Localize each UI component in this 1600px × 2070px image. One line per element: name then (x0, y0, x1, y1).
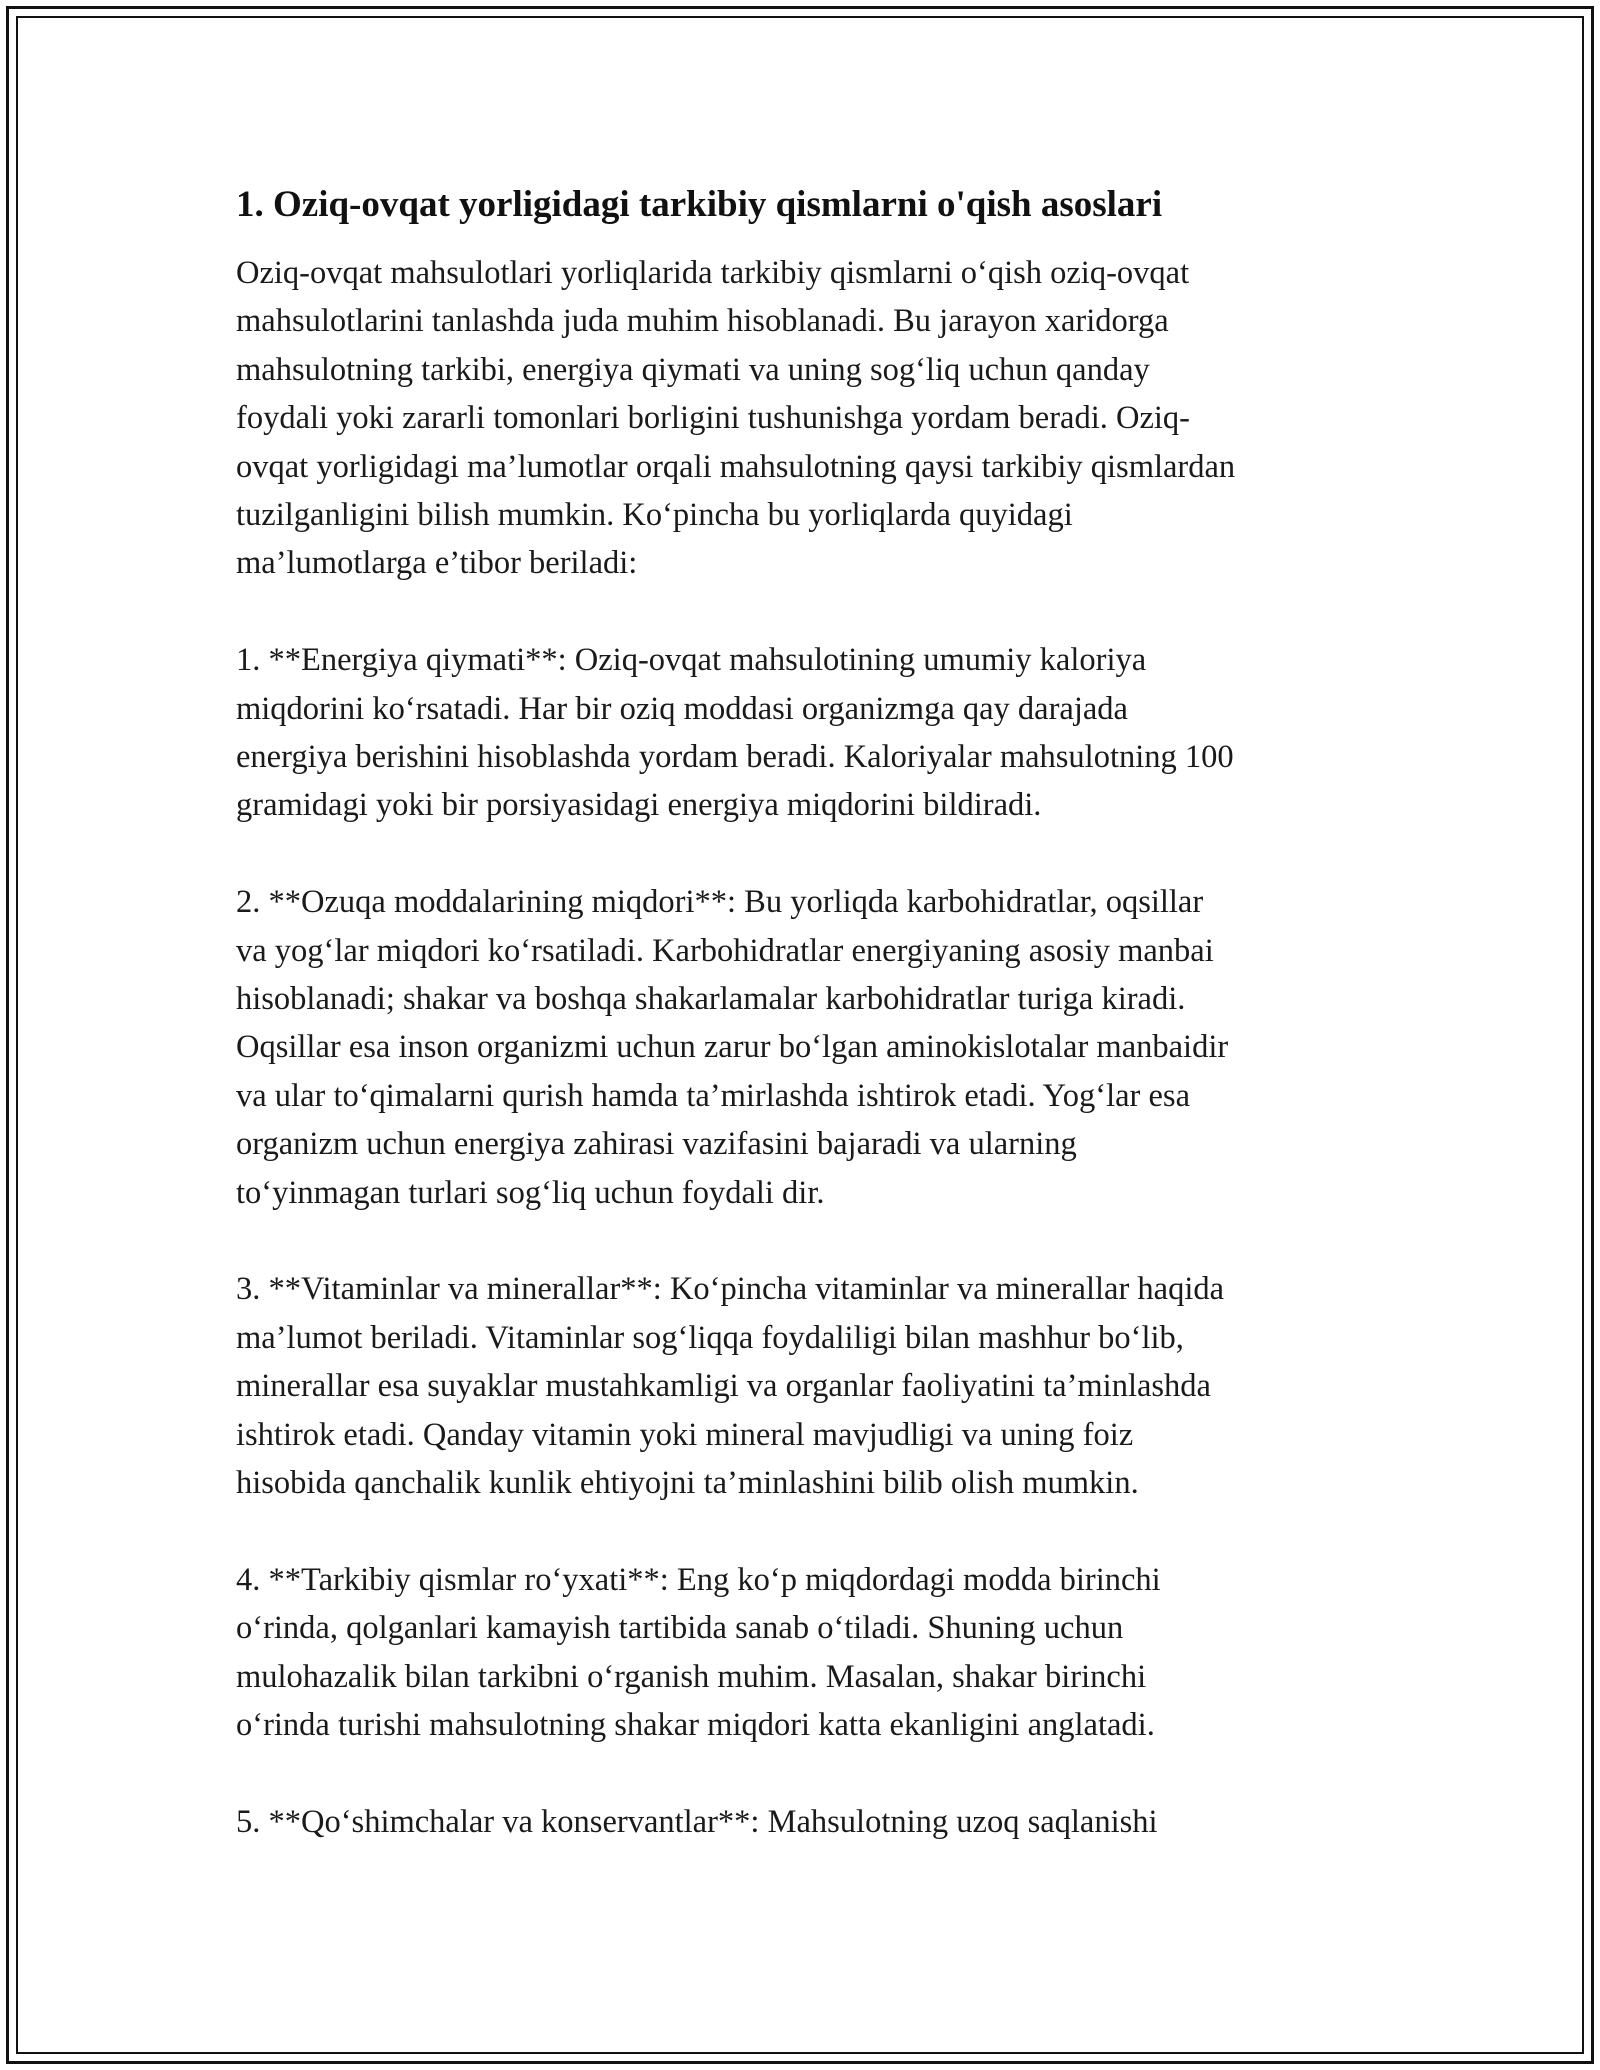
text-line: hisoblanadi; shakar va boshqa shakarlamalar karbohidratlar turiga kiradi. (236, 981, 1186, 1018)
text-line: va yog‘lar miqdori ko‘rsatiladi. Karbohidratlar energiyaning asosiy manbai (236, 932, 1214, 969)
text-line: miqdorini ko‘rsatadi. Har bir oziq moddasi organizmga qay darajada (236, 690, 1128, 727)
text-line: va ular to‘qimalarni qurish hamda ta’mirlashda ishtirok etadi. Yog‘lar esa (236, 1077, 1190, 1114)
text-line: mahsulotning tarkibi, energiya qiymati va uning sog‘liq uchun qanday (236, 351, 1150, 388)
text-line: o‘rinda turishi mahsulotning shakar miqdori katta ekanligini anglatadi. (236, 1707, 1155, 1744)
text-line: ma’lumotlarga e’tibor beriladi: (236, 545, 638, 582)
text-line: Oziq-ovqat mahsulotlari yorliqlarida tarkibiy qismlarni o‘qish oziq-ovqat (236, 255, 1190, 291)
text-line: minerallar esa suyaklar mustahkamligi va organlar faoliyatini ta’minlashda (236, 1368, 1211, 1405)
text-line: ishtirok etadi. Qanday vitamin yoki mineral mavjudligi va uning foiz (236, 1416, 1134, 1453)
text-line: mahsulotlarini tanlashda juda muhim hisoblanadi. Bu jarayon xaridorga (236, 303, 1169, 340)
text-line: organizm uchun energiya zahirasi vazifasini bajaradi va ularning (236, 1126, 1077, 1163)
text-line: 2. **Ozuqa moddalarining miqdori**: Bu yorliqda karbohidratlar, oqsillar (236, 884, 1204, 921)
text-line: foydali yoki zararli tomonlari borligini tushunishga yordam beradi. Oziq- (236, 400, 1191, 437)
list-item-energy (236, 636, 1386, 830)
text-line: 1. **Energiya qiymati**: Oziq-ovqat mahsulotining umumiy kaloriya (236, 642, 1147, 679)
list-item-nutrients (236, 878, 1386, 1217)
text-line: ovqat yorligidagi ma’lumotlar orqali mahsulotning qaysi tarkibiy qismlardan (236, 448, 1236, 485)
list-item-vitamins (236, 1265, 1386, 1507)
document-body (236, 183, 1386, 1895)
text-line: energiya berishini hisoblashda yordam beradi. Kaloriyalar mahsulotning 100 (236, 739, 1234, 776)
list-item-ingredients (236, 1556, 1386, 1750)
text-line: gramidagi yoki bir porsiyasidagi energiya miqdorini bildiradi. (236, 787, 1042, 824)
text-line: 3. **Vitaminlar va minerallar**: Ko‘pincha vitaminlar va minerallar haqida (236, 1271, 1225, 1308)
text-line: mulohazalik bilan tarkibni o‘rganish muhim. Masalan, shakar birinchi (236, 1658, 1147, 1695)
text-line: 4. **Tarkibiy qismlar ro‘yxati**: Eng ko‘p miqdordagi modda birinchi (236, 1561, 1161, 1598)
list-item-additives (236, 1798, 1386, 1846)
text-line: o‘rinda, qolganlari kamayish tartibida sanab o‘tiladi. Shuning uchun (236, 1610, 1124, 1647)
text-line: ma’lumot beriladi. Vitaminlar sog‘liqqa foydaliligi bilan mashhur bo‘lib, (236, 1319, 1184, 1356)
text-line: Oqsillar esa inson organizmi uchun zarur bo‘lgan aminokislotalar manbaidir (236, 1029, 1229, 1066)
text-line: hisobida qanchalik kunlik ehtiyojni ta’minlashini bilib olish mumkin. (236, 1465, 1139, 1502)
text-line: tuzilganligini bilish mumkin. Ko‘pincha bu yorliqlarda quyidagi (236, 497, 1073, 534)
text-line: to‘yinmagan turlari sog‘liq uchun foydali dir. (236, 1174, 825, 1211)
intro-paragraph (236, 249, 1386, 588)
section-heading: 1. Oziq-ovqat yorligidagi tarkibiy qismlarni o'qish asoslari (236, 184, 1163, 225)
text-line: 5. **Qo‘shimchalar va konservantlar**: Mahsulotning uzoq saqlanishi (236, 1803, 1158, 1840)
